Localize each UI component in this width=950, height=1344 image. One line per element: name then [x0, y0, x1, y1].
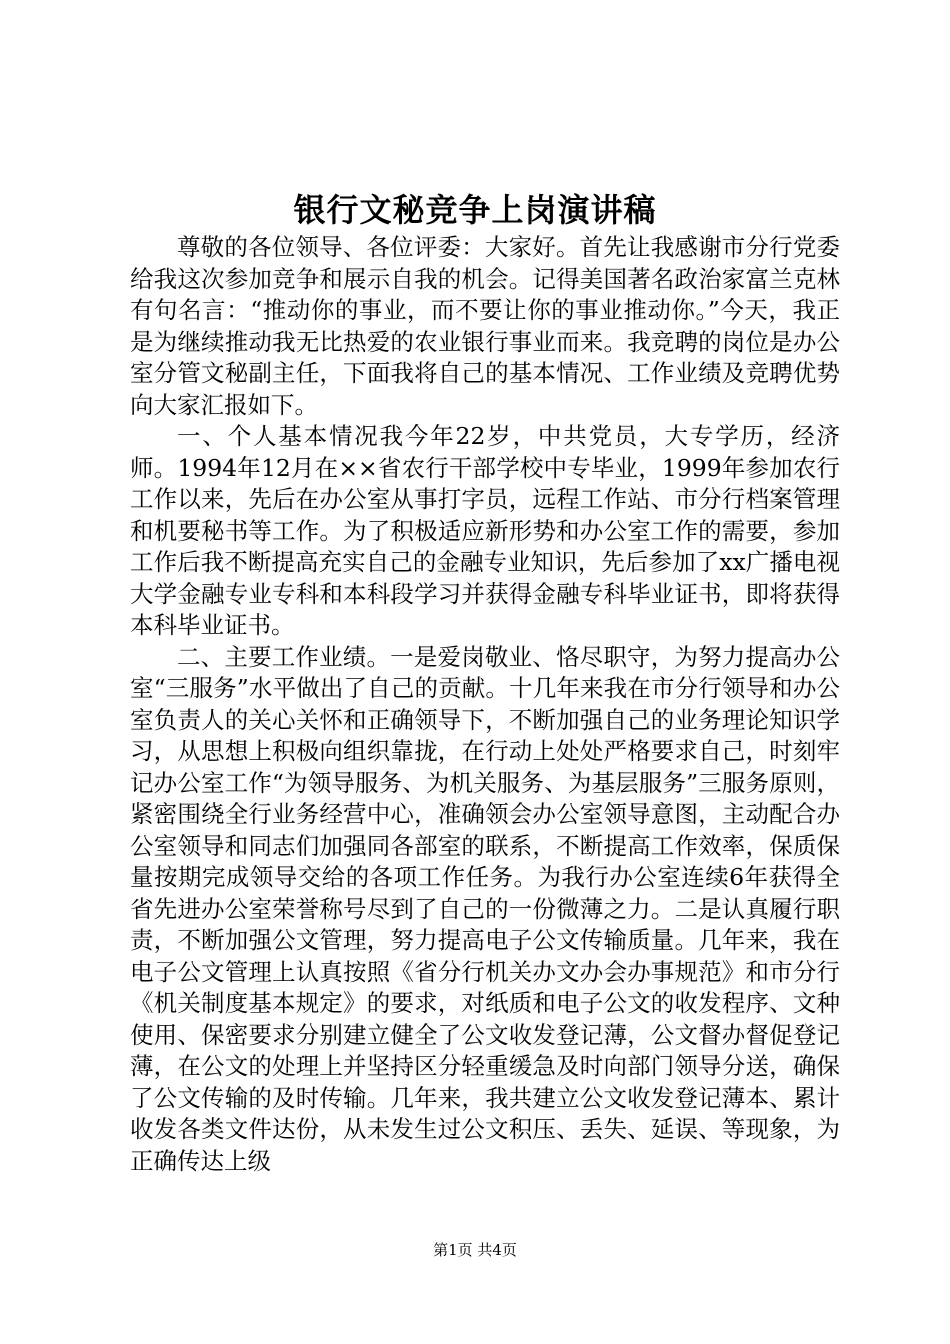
page-number-footer: 第1页 共4页: [433, 1241, 517, 1259]
paragraph-basic-info: 一、个人基本情况我今年22岁，中共党员，大专学历，经济师。1994年12月在××省农行干部学校中专毕业，1999年参加农行工作以来，先后在办公室从事打字员，远程工作站、市分行档案管理和机要秘书等工作。为了积极适应新形势和办公室工作的需要，参加工作后我不断提高充实自己的金融专业知识，先后参加了xx广播电视大学金融专业专科和本科段学习并获得金融专科毕业证书，即将获得本科毕业证书。: [130, 422, 840, 639]
document-title: 银行文秘竞争上岗演讲稿: [293, 191, 657, 229]
paragraph-greeting: 尊敬的各位领导、各位评委：大家好。首先让我感谢市分行党委给我这次参加竞争和展示自我的机会。记得美国著名政治家富兰克林有句名言：“推动你的事业，而不要让你的事业推动你。”今天，我正是为继续推动我无比热爱的农业银行事业而来。我竞聘的岗位是办公室分管文秘副主任，下面我将自己的基本情况、工作业绩及竞聘优势向大家汇报如下。: [130, 233, 840, 419]
document-body: [130, 232, 840, 1177]
paragraph-work-achievements: 二、主要工作业绩。一是爱岗敬业、恪尽职守，为努力提高办公室“三服务”水平做出了自己的贡献。十几年来我在市分行领导和办公室负责人的关心关怀和正确领导下，不断加强自己的业务理论知识学习，从思想上积极向组织靠拢，在行动上处处严格要求自己，时刻牢记办公室工作“为领导服务、为机关服务、为基层服务”三服务原则，紧密围绕全行业务经营中心，准确领会办公室领导意图，主动配合办公室领导和同志们加强同各部室的联系，不断提高工作效率，保质保量按期完成领导交给的各项工作任务。为我行办公室连续6年获得全省先进办公室荣誉称号尽到了自己的一份微薄之力。二是认真履行职责，不断加强公文管理，努力提高电子公文传输质量。几年来，我在电子公文管理上认真按照《省分行机关办文办会办事规范》和市分行《机关制度基本规定》的要求，对纸质和电子公文的收发程序、文种使用、保密要求分别建立健全了公文收发登记薄，公文督办督促登记薄，在公文的处理上并坚持区分轻重缓急及时向部门领导分送，确保了公文传输的及时传输。几年来，我共建立公文收发登记薄本、累计收发各类文件达份，从未发生过公文积压、丢失、延误、等现象，为正确传达上级: [130, 642, 840, 1175]
